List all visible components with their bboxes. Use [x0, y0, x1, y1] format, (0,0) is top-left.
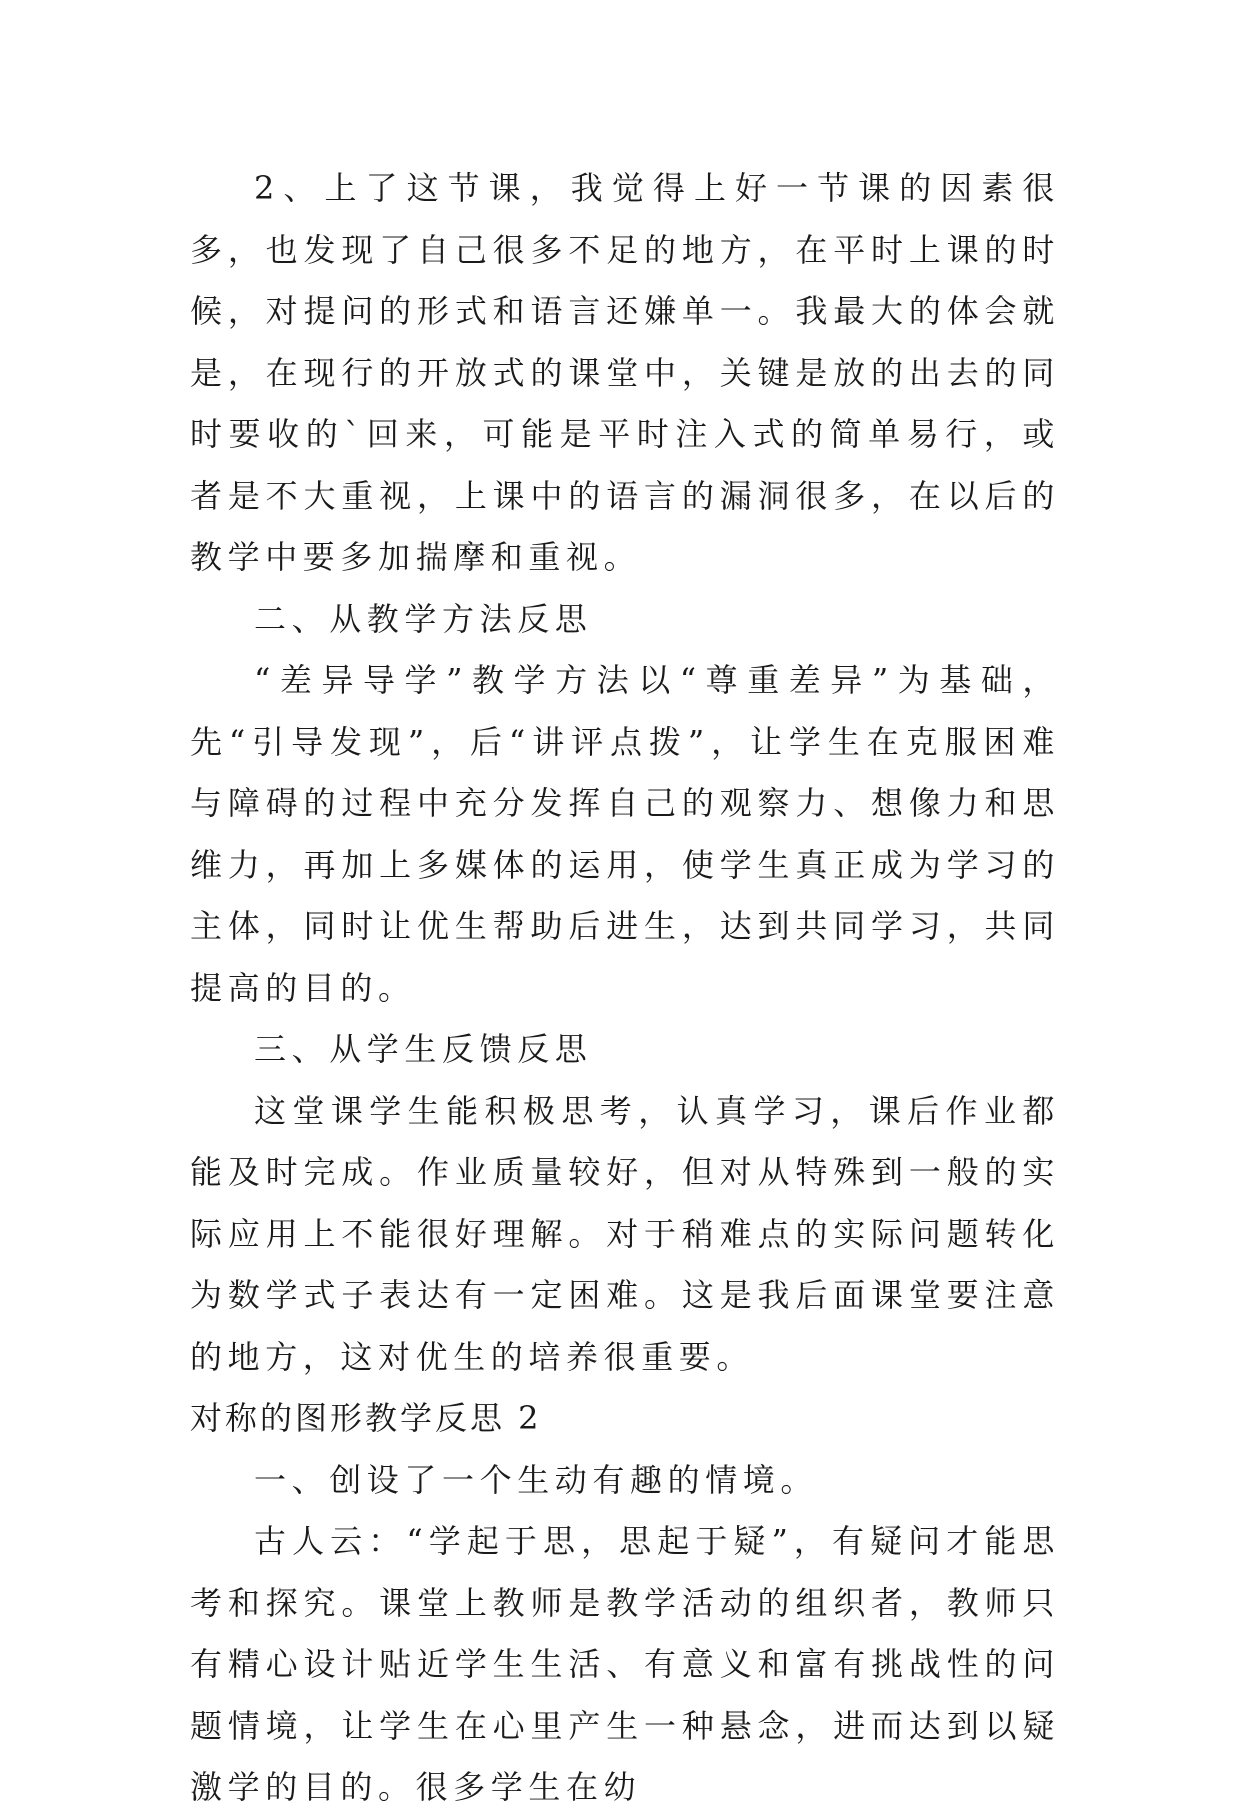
document-page — [190, 158, 1060, 1819]
paragraph-student-feedback: 这堂课学生能积极思考，认真学习，课后作业都能及时完成。作业质量较好，但对从特殊到一般的实际应用上不能很好理解。对于稍难点的实际问题转化为数学式子表达有一定困难。这是我后面课堂要注意的地方，这对优生的培养很重要。 — [190, 1091, 1060, 1376]
heading-situation: 一、创设了一个生动有趣的情境。 — [254, 1460, 819, 1499]
heading-student-feedback: 三、从学生反馈反思 — [254, 1030, 593, 1068]
paragraph-situation: 古人云：“学起于思，思起于疑”，有疑问才能思考和探究。课堂上教师是教学活动的组织者，教师只有精心设计贴近学生生活、有意义和富有挑战性的问题情境，让学生在心里产生一种悬念，进而达到以疑激学的目的。很多学生在幼 — [190, 1522, 1060, 1806]
section-title: 对称的图形教学反思 2 — [190, 1399, 542, 1437]
heading-teaching-method: 二、从教学方法反思 — [254, 599, 593, 638]
paragraph-teaching-method: “差异导学”教学方法以“尊重差异”为基础，先“引导发现”，后“讲评点拨”，让学生在克服困难与障碍的过程中充分发挥自己的观察力、想像力和思维力，再加上多媒体的运用，使学生真正成为学习的主体，同时让优生帮助后进生，达到共同学习，共同提高的目的。 — [190, 661, 1060, 1007]
paragraph-reflection-2: 2、上了这节课，我觉得上好一节课的因素很多，也发现了自己很多不足的地方，在平时上课的时候，对提问的形式和语言还嫌单一。我最大的体会就是，在现行的开放式的课堂中，关键是放的出去的同时要收的`回来，可能是平时注入式的简单易行，或者是不大重视，上课中的语言的漏洞很多，在以后的教学中要多加揣摩和重视。 — [190, 169, 1060, 576]
